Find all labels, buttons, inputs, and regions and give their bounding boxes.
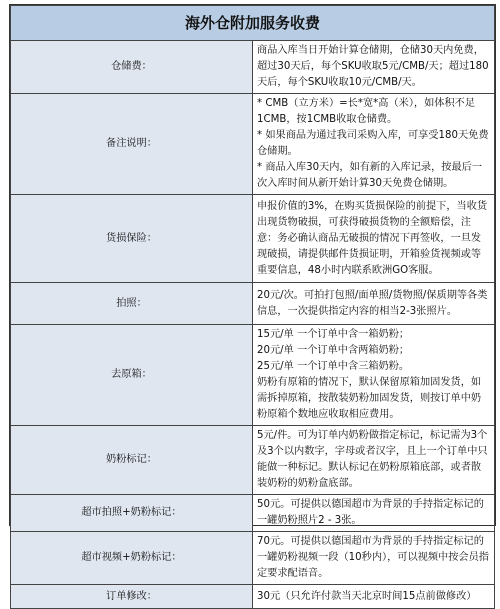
service-fee-table-container <box>9 4 496 602</box>
row-label: 超市视频+奶粉标记： <box>11 532 253 585</box>
table-row-order-modification <box>11 585 495 609</box>
content-line: * 如果商品为通过我司采购入库，可享受180天免费仓储期。 <box>257 130 489 157</box>
row-content <box>253 325 495 426</box>
table-row-supermarket-photo <box>11 495 495 532</box>
table-row-damage-insurance <box>11 195 495 283</box>
service-fee-table <box>10 5 495 609</box>
content-line: * CMB（立方米）=长*宽*高（米），如体积不足1CMB，按1CMB收取仓储费。 <box>257 98 476 125</box>
row-content <box>253 41 495 94</box>
content-line: 20元/单 一个订单中含两箱奶粉； <box>257 345 410 356</box>
row-label: 超市拍照+奶粉标记： <box>11 495 253 532</box>
table-title: 海外仓附加服务收费 <box>11 6 495 41</box>
content-line: 奶粉有原箱的情况下，默认保留原箱加固发货，如需拆掉原箱，按散装奶粉加固发货，则按订单中奶粉原箱个数地应收取相应费用。 <box>257 377 482 420</box>
table-row-remove-box <box>11 325 495 426</box>
content-line: 商品入库当日开始计算仓储期，仓储30天内免费，超过30天后，每个SKU收取5元/CMB/天；超过180天后，每个SKU收取10元/CMB/天。 <box>257 45 489 88</box>
row-content <box>253 585 495 609</box>
content-line: 20元/次。可拍打包照/面单照/货物照/保质期等各类信息，一次提供指定内容的相当2-3张照片。 <box>257 289 488 317</box>
row-content <box>253 495 495 532</box>
row-content <box>253 94 495 195</box>
row-label: 订单修改： <box>11 585 253 609</box>
table-header-row <box>11 6 495 41</box>
content-line: 15元/单 一个订单中含一箱奶粉； <box>257 329 410 340</box>
row-label: 去原箱： <box>11 325 253 426</box>
content-line: 50元。可提供以德国超市为背景的手持指定标记的一罐奶粉照片2 - 3张。 <box>257 499 484 526</box>
content-line: * 商品入库30天内，如有新的入库记录，按最后一次入库时间从新开始计算30天免费仓储期。 <box>257 162 483 189</box>
content-line: 5元/件。可为订单内奶粉做指定标记，标记需为3个及3个以内数字，字母或者汉字，且上一个订单中只能做一种标记。默认标记在奶粉原箱底部，或者散装奶粉的奶粉盒底部。 <box>257 430 488 489</box>
row-label: 奶粉标记： <box>11 426 253 495</box>
content-line: 25元/单 一个订单中含三箱奶粉。 <box>257 361 410 372</box>
row-content <box>253 283 495 325</box>
content-line: 70元。可提供以德国超市为背景的手持指定标记的一罐奶粉视频一段（10秒内），可以视频中按会员指定要求配语音。 <box>257 536 489 579</box>
content-line: 30元（只允许付款当天北京时间15点前做修改） <box>257 590 477 602</box>
table-row-milk-powder-mark <box>11 426 495 495</box>
row-label: 货损保险： <box>11 195 253 283</box>
row-content <box>253 195 495 283</box>
table-row-supermarket-video <box>11 532 495 585</box>
row-label: 拍照： <box>11 283 253 325</box>
table-row-storage-fee <box>11 41 495 94</box>
content-line: 申报价值的3%，在购买货损保险的前提下，当收货出现货物破损，可获得破损货物的全额赔偿，注意：务必确认商品无破损的情况下再签收，一旦发现破损，请提供邮件货损证明，开箱验货视频或等重要信息，48小时内联系欧洲GO客服。 <box>257 200 488 276</box>
row-label: 备注说明： <box>11 94 253 195</box>
row-label: 仓储费： <box>11 41 253 94</box>
row-content <box>253 426 495 495</box>
row-content <box>253 532 495 585</box>
table-row-remarks <box>11 94 495 195</box>
table-row-photo <box>11 283 495 325</box>
